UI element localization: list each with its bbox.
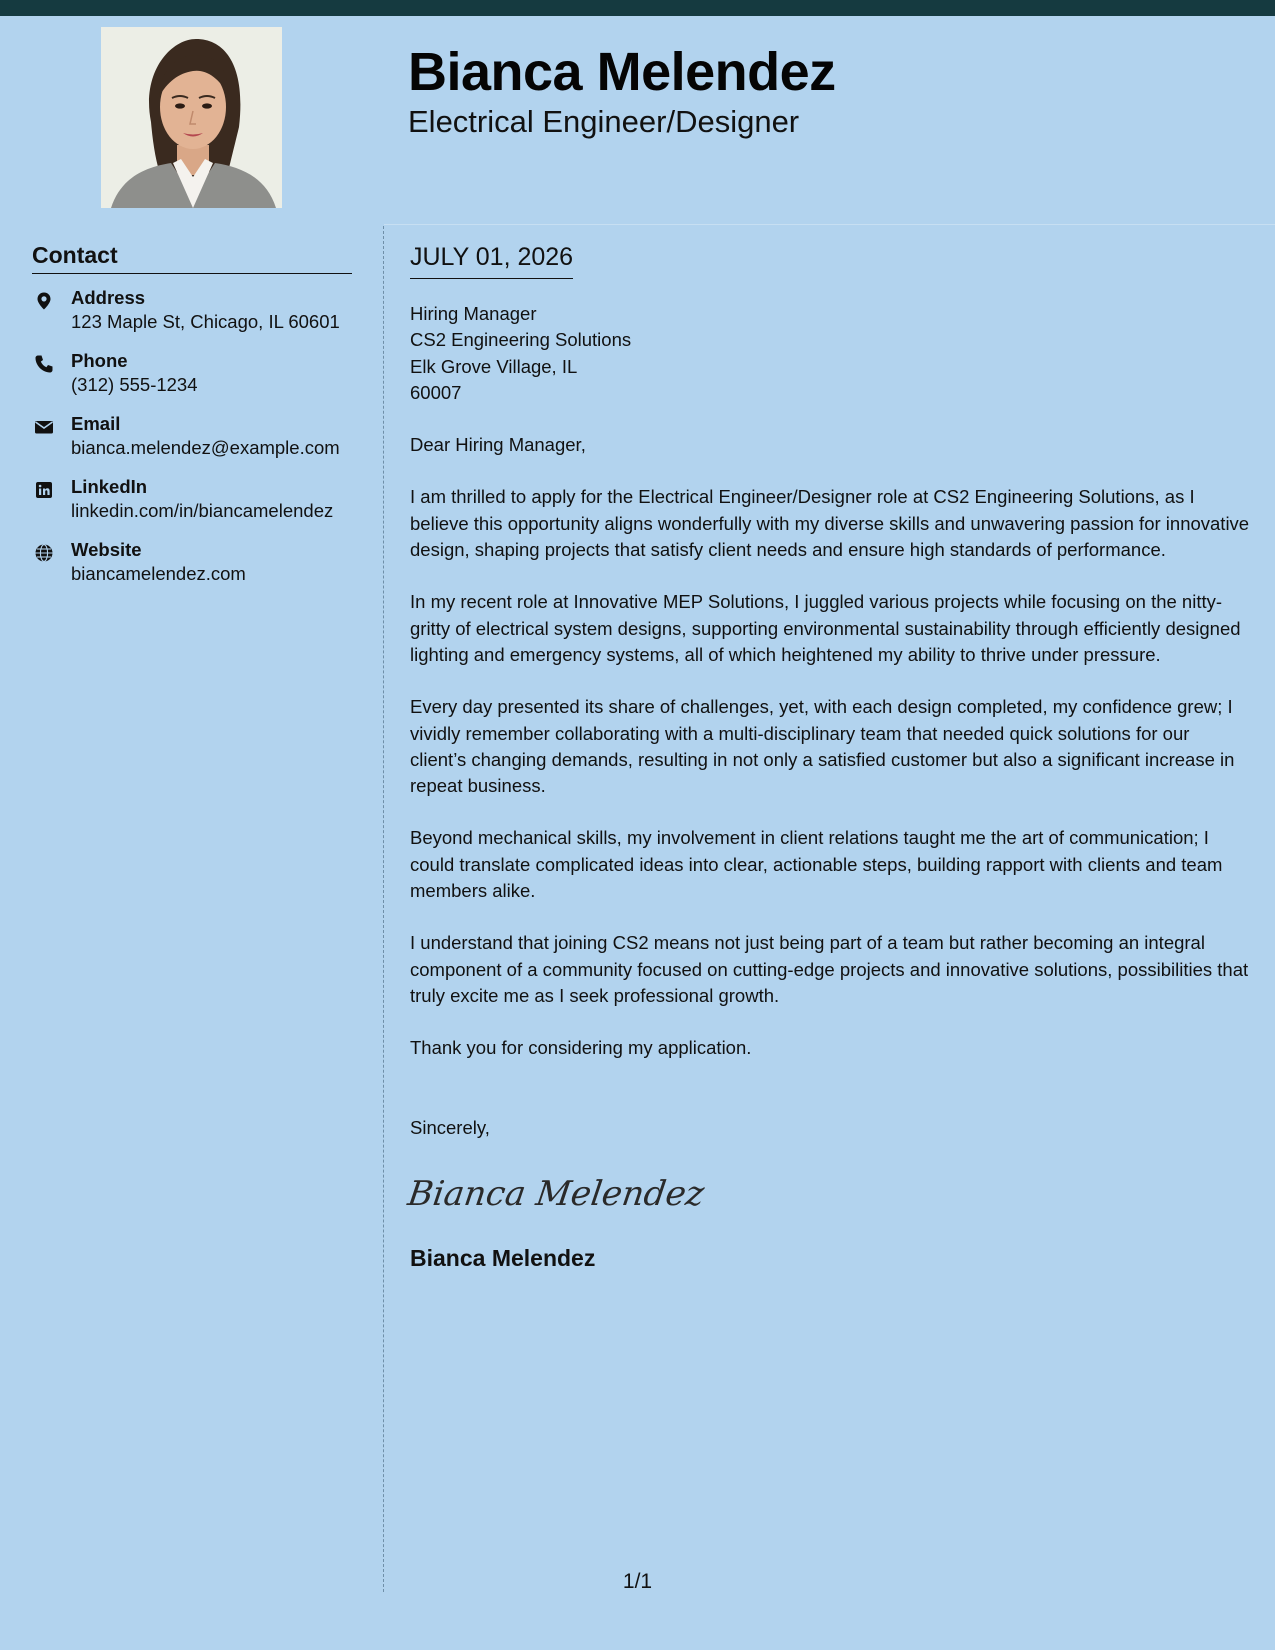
profile-photo: [101, 27, 282, 208]
body-paragraph: I am thrilled to apply for the Electrical Engineer/Designer role at CS2 Engineering Solutions, as I believe this opportunity aligns wonderfully with my diverse skills and unwavering passion for innovative design, shaping projects that satisfy client needs and ensure high standards of performance.: [410, 486, 1250, 561]
letter-date: JULY 01, 2026: [410, 240, 573, 279]
column-divider: [383, 226, 384, 1592]
contact-heading: Contact: [32, 240, 352, 274]
contact-value[interactable]: bianca.melendez@example.com: [71, 437, 340, 458]
contact-label: Phone: [71, 350, 128, 371]
envelope-icon: [34, 417, 54, 437]
closing: Sincerely,: [410, 1116, 490, 1138]
contact-website: [32, 538, 352, 601]
contact-label: Address: [71, 287, 146, 308]
header-divider: [384, 224, 1275, 225]
body-paragraph: Every day presented its share of challenges, yet, with each design completed, my confidence grew; I vividly remember collaborating with a multi-disciplinary team that needed quick solutions for our client’s changing demands, resulting in not only a satisfied customer but also a significant increase in repeat business.: [410, 696, 1235, 797]
recipient-line: CS2 Engineering Solutions: [410, 329, 632, 351]
contact-value[interactable]: biancamelendez.com: [71, 563, 246, 584]
cover-letter: [405, 240, 1250, 1273]
recipient-block: [410, 301, 1250, 406]
contact-value: 123 Maple St, Chicago, IL 60601: [71, 311, 340, 332]
globe-icon: [34, 543, 54, 563]
body-paragraph: Beyond mechanical skills, my involvement in client relations taught me the art of communication; I could translate complicated ideas into clear, actionable steps, building rapport with clients and team members alike.: [410, 827, 1223, 902]
salutation: Dear Hiring Manager,: [410, 434, 586, 456]
contact-list: [32, 286, 352, 601]
top-accent-bar: [0, 0, 1275, 16]
signature-text: Bianca Melendez: [405, 1173, 707, 1214]
phone-icon: [34, 354, 54, 374]
contact-phone: [32, 349, 352, 412]
recipient-line: Elk Grove Village, IL: [410, 355, 578, 377]
candidate-role: Electrical Engineer/Designer: [408, 104, 800, 139]
contact-sidebar: [32, 240, 352, 601]
thank-you-line: Thank you for considering my application.: [410, 1037, 752, 1059]
contact-value[interactable]: linkedin.com/in/biancamelendez: [71, 500, 334, 521]
contact-email: [32, 412, 352, 475]
contact-label: LinkedIn: [71, 476, 148, 497]
recipient-line: 60007: [410, 381, 462, 403]
contact-address: [32, 286, 352, 349]
handwritten-signature: [405, 1167, 1250, 1219]
contact-label: Email: [71, 413, 121, 434]
body-paragraph: I understand that joining CS2 means not just being part of a team but rather becoming an integral component of a community focused on cutting-edge projects and innovative solutions, possibilities that truly excite me as I seek professional growth.: [410, 932, 1249, 1006]
body-paragraph: In my recent role at Innovative MEP Solutions, I juggled various projects while focusing on the nitty-gritty of electrical system designs, supporting environmental sustainability through efficiently designed lighting and emergency systems, all of which heightened my ability to thrive under pressure.: [410, 591, 1241, 665]
map-pin-icon: [34, 291, 54, 311]
recipient-line: Hiring Manager: [410, 303, 537, 324]
contact-label: Website: [71, 539, 142, 560]
candidate-name: Bianca Melendez: [408, 42, 836, 102]
signer-name: Bianca Melendez: [410, 1244, 596, 1271]
contact-value: (312) 555-1234: [71, 374, 198, 395]
linkedin-icon: [34, 480, 54, 500]
contact-linkedin: [32, 475, 352, 538]
page-number: 1/1: [622, 1570, 653, 1593]
